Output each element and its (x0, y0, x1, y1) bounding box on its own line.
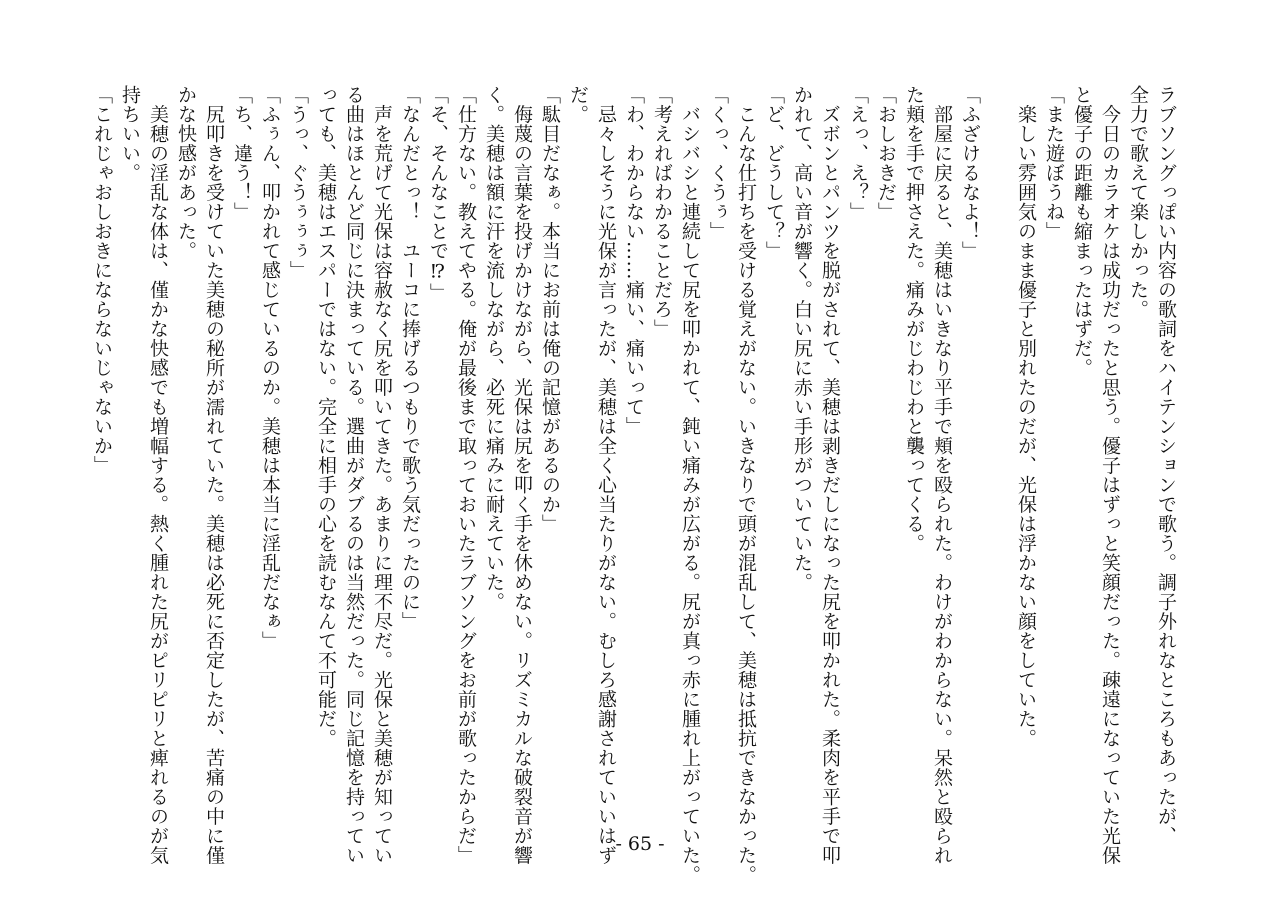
text-line: 美穂の淫乱な体は、僅かな快感でも増幅する。熱く腫れた尻がピリピリと痺れるのが気 (147, 85, 169, 865)
text-line: 「これじゃおしおきにならないじゃないか」 (91, 85, 113, 475)
text-line: る曲はほとんど同じに決まっている。選曲がダブるのは当然だった。同じ記憶を持ってい (343, 85, 365, 865)
text-line: 「くっ、くうぅ」 (707, 85, 729, 241)
text-line: 「ふざけるなよ！」 (959, 85, 981, 261)
text-line: と優子の距離も縮まったはずだ。 (1071, 85, 1093, 378)
text-line: だ。 (567, 85, 589, 124)
text-line: 「また遊ぼうね」 (1043, 85, 1065, 241)
text-line: バシバシと連続して尻を叩かれて、鈍い痛みが広がる。尻が真っ赤に腫れ上がっていた。 (679, 85, 701, 885)
text-line: 「ふぅん、叩かれて感じているのか。美穂は本当に淫乱だなぁ」 (259, 85, 281, 651)
text-line: 持ちいい。 (119, 85, 141, 183)
text-line: 「おしおきだ」 (875, 85, 897, 222)
text-line: 「なんだとっ！ ユーコに捧げるつもりで歌う気だったのに」 (399, 85, 421, 631)
text-line: 全力で歌えて楽しかった。 (1127, 85, 1149, 319)
text-line: こんな仕打ちを受ける覚えがない。いきなりで頭が混乱して、美穂は抵抗できなかった。 (735, 85, 757, 885)
text-line: く。美穂は額に汗を流しながら、必死に痛みに耐えていた。 (483, 85, 505, 612)
text-line: 声を荒げて光保は容赦なく尻を叩いてきた。あまりに理不尽だ。光保と美穂が知ってい (371, 85, 393, 865)
text-line: 侮蔑の言葉を投げかけながら、光保は尻を叩く手を休めない。リズミカルな破裂音が響 (511, 85, 533, 865)
text-line: 「えっ、え？」 (847, 85, 869, 222)
text-line: 尻叩きを受けていた美穂の秘所が濡れていた。美穂は必死に否定したが、苦痛の中に僅 (203, 85, 225, 865)
text-line: かれて、高い音が響く。白い尻に赤い手形がついていた。 (791, 85, 813, 592)
text-line: た頬を手で押さえた。痛みがじわじわと襲ってくる。 (903, 85, 925, 553)
text-line: 「わ、わからない……痛い、痛いって」 (623, 85, 645, 436)
text-line: っても、美穂はエスパーではない。完全に相手の心を読むなんて不可能だ。 (315, 85, 337, 748)
text-line: 「仕方ない。教えてやる。俺が最後まで取っておいたラブソングをお前が歌ったからだ」 (455, 85, 477, 865)
text-line: 「考えればわかることだろ」 (651, 85, 673, 339)
text-line: ズボンとパンツを脱がされて、美穂は剥きだしになった尻を叩かれた。柔肉を平手で叩 (819, 85, 841, 865)
text-line: 「駄目だなぁ。本当にお前は俺の記憶があるのか」 (539, 85, 561, 534)
text-line: 「ど、どうして？」 (763, 85, 785, 261)
text-line: 部屋に戻ると、美穂はいきなり平手で頬を殴られた。わけがわからない。呆然と殴られ (931, 85, 953, 865)
page-number: - 65 - (615, 833, 665, 855)
text-line: 「ち、違う！」 (231, 85, 253, 222)
text-line: 今日のカラオケは成功だったと思う。優子はずっと笑顔だった。疎遠になっていた光保 (1099, 85, 1121, 865)
text-line: 忌々しそうに光保が言ったが、美穂は全く心当たりがない。むしろ感謝されていいはず (595, 85, 617, 865)
text-line (984, 85, 1012, 825)
text-line: ラブソングっぽい内容の歌詞をハイテンションで歌う。調子外れなところもあったが、 (1155, 85, 1177, 846)
text-line: 「うっ、ぐうぅぅぅ」 (287, 85, 309, 280)
text-line: 楽しい雰囲気のまま優子と別れたのだが、光保は浮かない顔をしていた。 (1015, 85, 1037, 748)
text-line: かな快感があった。 (175, 85, 197, 261)
text-line: 「そ、そんなことで⁉」 (427, 85, 449, 303)
